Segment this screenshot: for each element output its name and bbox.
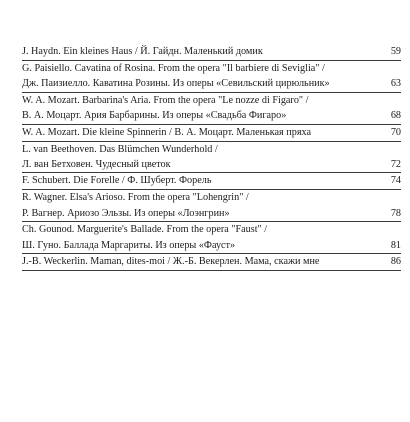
toc-entry-title: W. A. Mozart. Die kleine Spinnerin / В. А. Моцарт. Маленькая пряха (22, 126, 311, 138)
toc-line (22, 142, 401, 157)
toc-line (22, 222, 401, 237)
toc-line (22, 254, 401, 270)
toc-line (22, 238, 401, 253)
toc-entry (22, 254, 401, 271)
toc-line (22, 190, 401, 205)
toc-page-number: 74 (390, 175, 401, 187)
toc-line (22, 61, 401, 76)
toc-entry-title-translation: Ш. Гуно. Баллада Маргариты. Из оперы «Фауст» (22, 239, 236, 251)
toc-page-number: 81 (390, 239, 401, 251)
toc-entry-title: J. Haydn. Ein kleines Haus / Й. Гайдн. Маленький домик (22, 46, 263, 57)
toc-page-number: 68 (390, 110, 401, 122)
toc-entry-title: Ch. Gounod. Marguerite's Ballade. From the opera "Faust" / (22, 224, 268, 236)
toc-entry (22, 93, 401, 125)
toc-entry (22, 222, 401, 254)
toc-entry (22, 125, 401, 142)
toc-page-number: 78 (390, 207, 401, 219)
toc-entry-title-translation: Дж. Паизиелло. Каватина Розины. Из оперы «Севильский цирюльник» (22, 78, 330, 90)
toc-entry (22, 44, 401, 61)
toc-entry-title-translation: В. А. Моцарт. Ария Барбарины. Из оперы «Свадьба Фигаро» (22, 110, 287, 122)
toc-line (22, 93, 401, 108)
toc-line (22, 76, 401, 91)
toc-entry (22, 173, 401, 190)
toc-page-number: 63 (390, 78, 401, 90)
toc-entry-title: G. Paisiello. Cavatina of Rosina. From the opera "Il barbiere di Seviglia" / (22, 62, 325, 74)
toc-entry-title-translation: Р. Вагнер. Ариозо Эльзы. Из оперы «Лоэнгрин» (22, 207, 230, 219)
toc-line (22, 125, 401, 141)
toc-entry-title: W. A. Mozart. Barbarina's Aria. From the opera "Le nozze di Figaro" / (22, 94, 309, 106)
toc-entry-title: F. Schubert. Die Forelle / Ф. Шуберт. Форель (22, 175, 212, 187)
toc-line (22, 108, 401, 123)
toc-page-number: 86 (390, 255, 401, 267)
toc-page-number: 59 (390, 46, 401, 57)
toc-line (22, 44, 401, 60)
toc-entry (22, 61, 401, 93)
toc-line (22, 206, 401, 221)
toc-entry-title-translation: Л. ван Бетховен. Чудесный цветок (22, 158, 171, 170)
toc-entry-title: R. Wagner. Elsa's Arioso. From the opera "Lohengrin" / (22, 192, 249, 204)
table-of-contents (22, 44, 401, 271)
toc-entry-title: J.-B. Weckerlin. Maman, dites-moi / Ж.-Б. Векерлен. Мама, скажи мне (22, 255, 320, 267)
toc-entry-title: L. van Beethoven. Das Blümchen Wunderhold / (22, 143, 218, 155)
toc-page-number: 70 (390, 126, 401, 138)
toc-line (22, 173, 401, 189)
toc-page-number: 72 (390, 158, 401, 170)
toc-entry (22, 142, 401, 174)
toc-line (22, 157, 401, 172)
toc-entry (22, 190, 401, 222)
